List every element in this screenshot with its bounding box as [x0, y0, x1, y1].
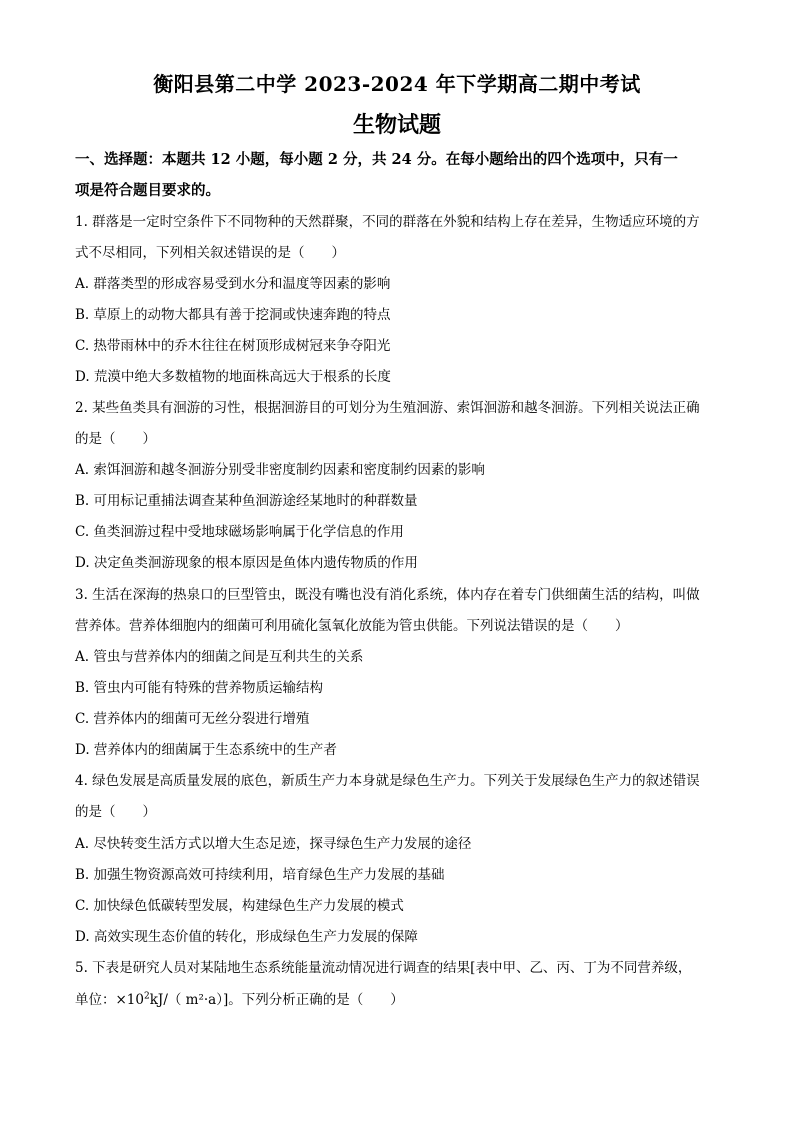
question-1-option-c: C. 热带雨林中的乔木往往在树顶形成树冠来争夺阳光 [75, 338, 391, 354]
question-3-stem-cont: 营养体。营养体细胞内的细菌可利用硫化氢氧化放能为管虫供能。下列说法错误的是（ ） [75, 618, 629, 634]
question-4-stem: 4. 绿色发展是高质量发展的底色，新质生产力本身就是绿色生产力。下列关于发展绿色生产力的叙述错误 [75, 773, 700, 789]
section-heading: 一、选择题：本题共 12 小题，每小题 2 分，共 24 分。在每小题给出的四个选项中，只有一 [75, 151, 678, 168]
question-2-option-a: A. 索饵洄游和越冬洄游分别受非密度制约因素和密度制约因素的影响 [75, 462, 485, 478]
question-1-option-d: D. 荒漠中绝大多数植物的地面株高远大于根系的长度 [75, 369, 391, 385]
question-3-option-a: A. 管虫与营养体内的细菌之间是互利共生的关系 [75, 649, 364, 665]
question-1-option-a: A. 群落类型的形成容易受到水分和温度等因素的影响 [75, 276, 391, 292]
question-4-option-a: A. 尽快转变生活方式以增大生态足迹，探寻绿色生产力发展的途径 [75, 836, 472, 852]
question-1-stem-cont: 式不尽相同，下列相关叙述错误的是（ ） [75, 245, 345, 261]
unit-exponent: 2 [144, 991, 150, 1002]
question-2-option-d: D. 决定鱼类洄游现象的根本原因是鱼体内遗传物质的作用 [75, 555, 418, 571]
exam-title: 衡阳县第二中学 2023-2024 年下学期高二期中考试 [153, 72, 641, 96]
question-3-stem: 3. 生活在深海的热泉口的巨型管虫，既没有嘴也没有消化系统，体内存在着专门供细菌生活的结构，叫做 [75, 587, 700, 603]
unit-prefix: 单位：×10 [75, 992, 144, 1008]
question-2-stem: 2. 某些鱼类具有洄游的习性，根据洄游目的可划分为生殖洄游、索饵洄游和越冬洄游。下列相关说法正确 [75, 400, 700, 416]
question-1-stem: 1. 群落是一定时空条件下不同物种的天然群聚，不同的群落在外貌和结构上存在差异，生物适应环境的方 [75, 214, 700, 230]
question-2-option-c: C. 鱼类洄游过程中受地球磁场影响属于化学信息的作用 [75, 524, 404, 540]
section-heading-cont: 项是符合题目要求的。 [75, 182, 220, 199]
question-4-stem-cont: 的是（ ） [75, 804, 156, 820]
question-4-option-b: B. 加强生物资源高效可持续利用，培育绿色生产力发展的基础 [75, 867, 445, 883]
question-3-option-c: C. 营养体内的细菌可无丝分裂进行增殖 [75, 711, 310, 727]
question-1-option-b: B. 草原上的动物大都具有善于挖洞或快速奔跑的特点 [75, 307, 391, 323]
question-5-stem-cont [75, 990, 725, 1010]
question-3-option-d: D. 营养体内的细菌属于生态系统中的生产者 [75, 742, 337, 758]
question-3-option-b: B. 管虫内可能有特殊的营养物质运输结构 [75, 680, 324, 696]
question-4-option-c: C. 加快绿色低碳转型发展，构建绿色生产力发展的模式 [75, 898, 404, 914]
question-4-option-d: D. 高效实现生态价值的转化，形成绿色生产力发展的保障 [75, 929, 418, 945]
question-5-stem: 5. 下表是研究人员对某陆地生态系统能量流动情况进行调查的结果[表中甲、乙、丙、丁为不同营养级， [75, 960, 692, 976]
unit-suffix: kJ/（ m²·a）]。下列分析正确的是（ ） [149, 992, 404, 1008]
exam-subtitle: 生物试题 [352, 112, 441, 138]
question-2-stem-cont: 的是（ ） [75, 431, 156, 447]
question-2-option-b: B. 可用标记重捕法调查某种鱼洄游途经某地时的种群数量 [75, 493, 418, 509]
